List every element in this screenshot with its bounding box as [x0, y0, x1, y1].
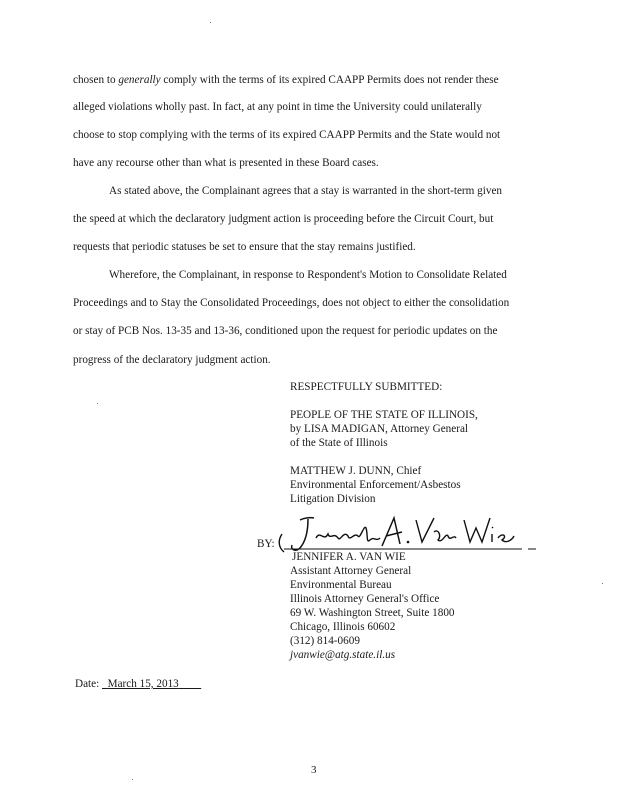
signer-street: 69 W. Washington Street, Suite 1800: [290, 607, 455, 619]
body-line-3: choose to stop complying with the terms of its expired CAAPP Permits and the State would not: [73, 129, 501, 141]
signer-name: JENNIFER A. VAN WIE: [292, 551, 406, 563]
scan-speck: [132, 779, 133, 780]
page-number: 3: [311, 764, 317, 776]
body-line-4: have any recourse other than what is presented in these Board cases.: [73, 157, 379, 169]
signer-phone: (312) 814-0609: [290, 635, 360, 647]
signer-bureau: Environmental Bureau: [290, 579, 392, 591]
body-line-6: the speed at which the declaratory judgment action is proceeding before the Circuit Court, but: [73, 213, 494, 225]
scan-speck: [210, 22, 211, 23]
date-value: March 15, 2013: [107, 678, 179, 690]
date-label: Date:: [75, 678, 100, 690]
body-line-9: Proceedings and to Stay the Consolidated Proceedings, does not object to either the consolidation: [73, 297, 510, 309]
body-line-5: As stated above, the Complainant agrees that a stay is warranted in the short-term given: [109, 185, 502, 197]
body-line-1: [73, 73, 499, 87]
signer-city: Chicago, Illinois 60602: [290, 621, 396, 633]
division-line-2: Environmental Enforcement/Asbestos: [290, 479, 461, 491]
signer-title: Assistant Attorney General: [290, 565, 412, 577]
scan-speck: [97, 403, 98, 404]
division-line-3: Litigation Division: [290, 493, 376, 505]
body-line-10: or stay of PCB Nos. 13-35 and 13-36, conditioned upon the request for periodic updates on the: [73, 325, 498, 337]
party-line-3: of the State of Illinois: [290, 437, 388, 449]
body-line-8: Wherefore, the Complainant, in response to Respondent's Motion to Consolidate Related: [109, 269, 507, 281]
scan-speck: [602, 583, 603, 584]
body-line-11: progress of the declaratory judgment action.: [73, 354, 271, 366]
body-line-1-post: comply with the terms of its expired CAAPP Permits does not render these: [160, 74, 499, 86]
body-line-2: alleged violations wholly past. In fact, at any point in time the University could unilaterally: [73, 101, 482, 113]
signer-office: Illinois Attorney General's Office: [290, 593, 440, 605]
signer-email: jvanwie@atg.state.il.us: [290, 649, 396, 661]
body-line-7: requests that periodic statuses be set to ensure that the stay remains justified.: [73, 241, 416, 253]
date-line: [75, 677, 201, 691]
by-label: BY:: [257, 538, 275, 550]
body-line-1-pre: chosen to: [73, 74, 119, 86]
party-line-1: PEOPLE OF THE STATE OF ILLINOIS,: [290, 409, 478, 421]
body-line-1-emphasis: generally: [118, 74, 161, 86]
closing-line: RESPECTFULLY SUBMITTED:: [290, 381, 443, 393]
division-line-1: MATTHEW J. DUNN, Chief: [290, 465, 422, 477]
party-line-2: by LISA MADIGAN, Attorney General: [290, 423, 469, 435]
